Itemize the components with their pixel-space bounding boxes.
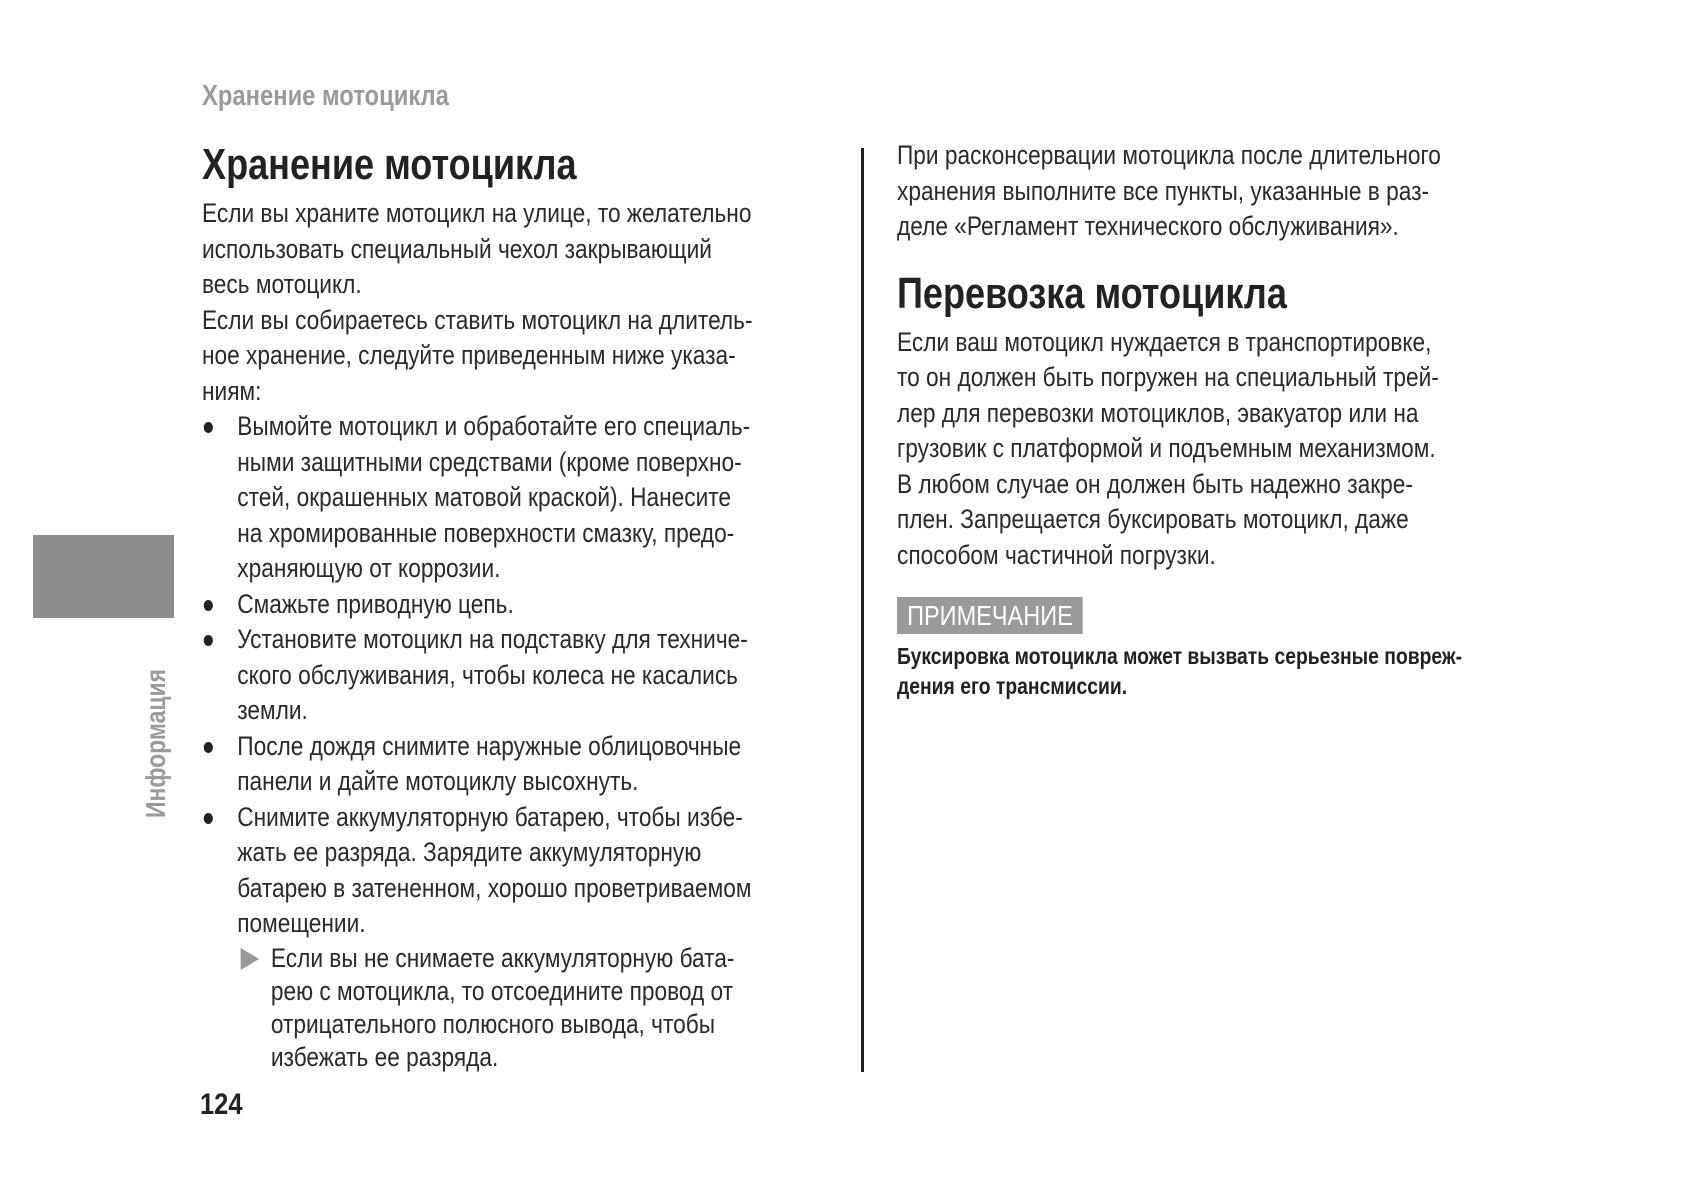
triangle-arrow-icon — [241, 948, 259, 970]
page-number: 124 — [200, 1088, 243, 1121]
text-line: избежать ее разряда. — [270, 1041, 499, 1072]
text-line: жать ее разряда. Зарядите аккумуляторную — [237, 837, 702, 867]
sub-note — [202, 942, 842, 1074]
note-badge: ПРИМЕЧАНИЕ — [897, 597, 1083, 634]
text-line: В любом случае он должен быть надежно закре- — [897, 468, 1413, 499]
bullet-icon — [204, 742, 213, 753]
section-tab-label: Информация — [140, 669, 171, 818]
text-line: хранения выполните все пункты, указанные в раз- — [897, 175, 1430, 206]
text-line: Если вы не снимаете аккумуляторную бата- — [270, 942, 735, 973]
text-line: дения его трансмиссии. — [897, 673, 1128, 699]
bullet-icon — [204, 635, 213, 646]
text-line: Если вы храните мотоцикл на улице, то желательно — [202, 198, 752, 228]
text-line: После дождя снимите наружные облицовочные — [237, 730, 742, 761]
text-line: земли. — [237, 695, 308, 725]
text-line: весь мотоцикл. — [202, 269, 362, 299]
column-divider — [861, 148, 864, 1072]
unstorage-paragraph — [897, 138, 1537, 245]
bullet-icon — [204, 422, 213, 433]
text-line: батарею в затененном, хорошо проветриваемом — [237, 872, 752, 903]
text-line: панели и дайте мотоциклу высохнуть. — [237, 766, 639, 796]
note-text — [897, 641, 1463, 701]
bullet-item — [202, 409, 842, 587]
bullet-item — [202, 729, 842, 800]
text-line: Смажьте приводную цепь. — [237, 588, 514, 619]
text-line: использовать специальный чехол закрывающий — [202, 233, 712, 264]
text-line: деле «Регламент технического обслуживания». — [897, 211, 1399, 241]
text-line: способом частичной погрузки. — [897, 539, 1216, 570]
text-line: помещении. — [237, 908, 366, 938]
section-tab-marker — [33, 535, 174, 618]
section-heading-transport: Перевозка мотоцикла — [897, 268, 1287, 318]
text-line: ными защитными средствами (кроме поверхно- — [237, 446, 742, 477]
text-line: ниям: — [202, 375, 262, 406]
section-heading-storage: Хранение мотоцикла — [202, 140, 577, 189]
text-line: рею с мотоцикла, то отсоедините провод от — [270, 975, 734, 1006]
text-line: Вымойте мотоцикл и обработайте его специаль- — [237, 411, 751, 441]
right-column — [897, 138, 1537, 701]
text-line: лер для перевозки мотоциклов, эвакуатор или на — [897, 397, 1419, 428]
text-line: Снимите аккумуляторную батарею, чтобы избе- — [237, 801, 743, 832]
text-line: плен. Запрещается буксировать мотоцикл, даже — [897, 504, 1409, 534]
text-line: Если ваш мотоцикл нуждается в транспортировке, — [897, 326, 1432, 357]
text-line: ное хранение, следуйте приведенным ниже указа- — [202, 340, 736, 370]
text-line: стей, окрашенных матовой краской). Нанесите — [237, 482, 732, 512]
bullet-icon — [204, 600, 213, 611]
text-line: ского обслуживания, чтобы колеса не касались — [237, 659, 738, 690]
transport-paragraph — [897, 325, 1537, 574]
text-line: на хромированные поверхности смазку, предо- — [237, 517, 735, 548]
bullet-item — [202, 622, 842, 729]
bullet-item — [202, 587, 842, 623]
left-column — [202, 138, 842, 1074]
storage-intro — [202, 196, 842, 1074]
text-line: храняющую от коррозии. — [237, 553, 501, 583]
text-line: то он должен быть погружен на специальный трей- — [897, 362, 1439, 392]
text-line: При расконсервации мотоцикла после длительного — [897, 140, 1441, 170]
text-line: Буксировка мотоцикла может вызвать серьезные повреж- — [897, 643, 1463, 669]
text-line: Если вы собираетесь ставить мотоцикл на длитель- — [202, 304, 753, 335]
text-line: грузовик с платформой и подъемным механизмом. — [897, 433, 1436, 463]
bullet-item — [202, 800, 842, 942]
bullet-icon — [204, 813, 213, 824]
running-header: Хранение мотоцикла — [202, 80, 449, 112]
text-line: отрицательного полюсного вывода, чтобы — [270, 1008, 716, 1039]
text-line: Установите мотоцикл на подставку для техниче- — [237, 624, 748, 654]
